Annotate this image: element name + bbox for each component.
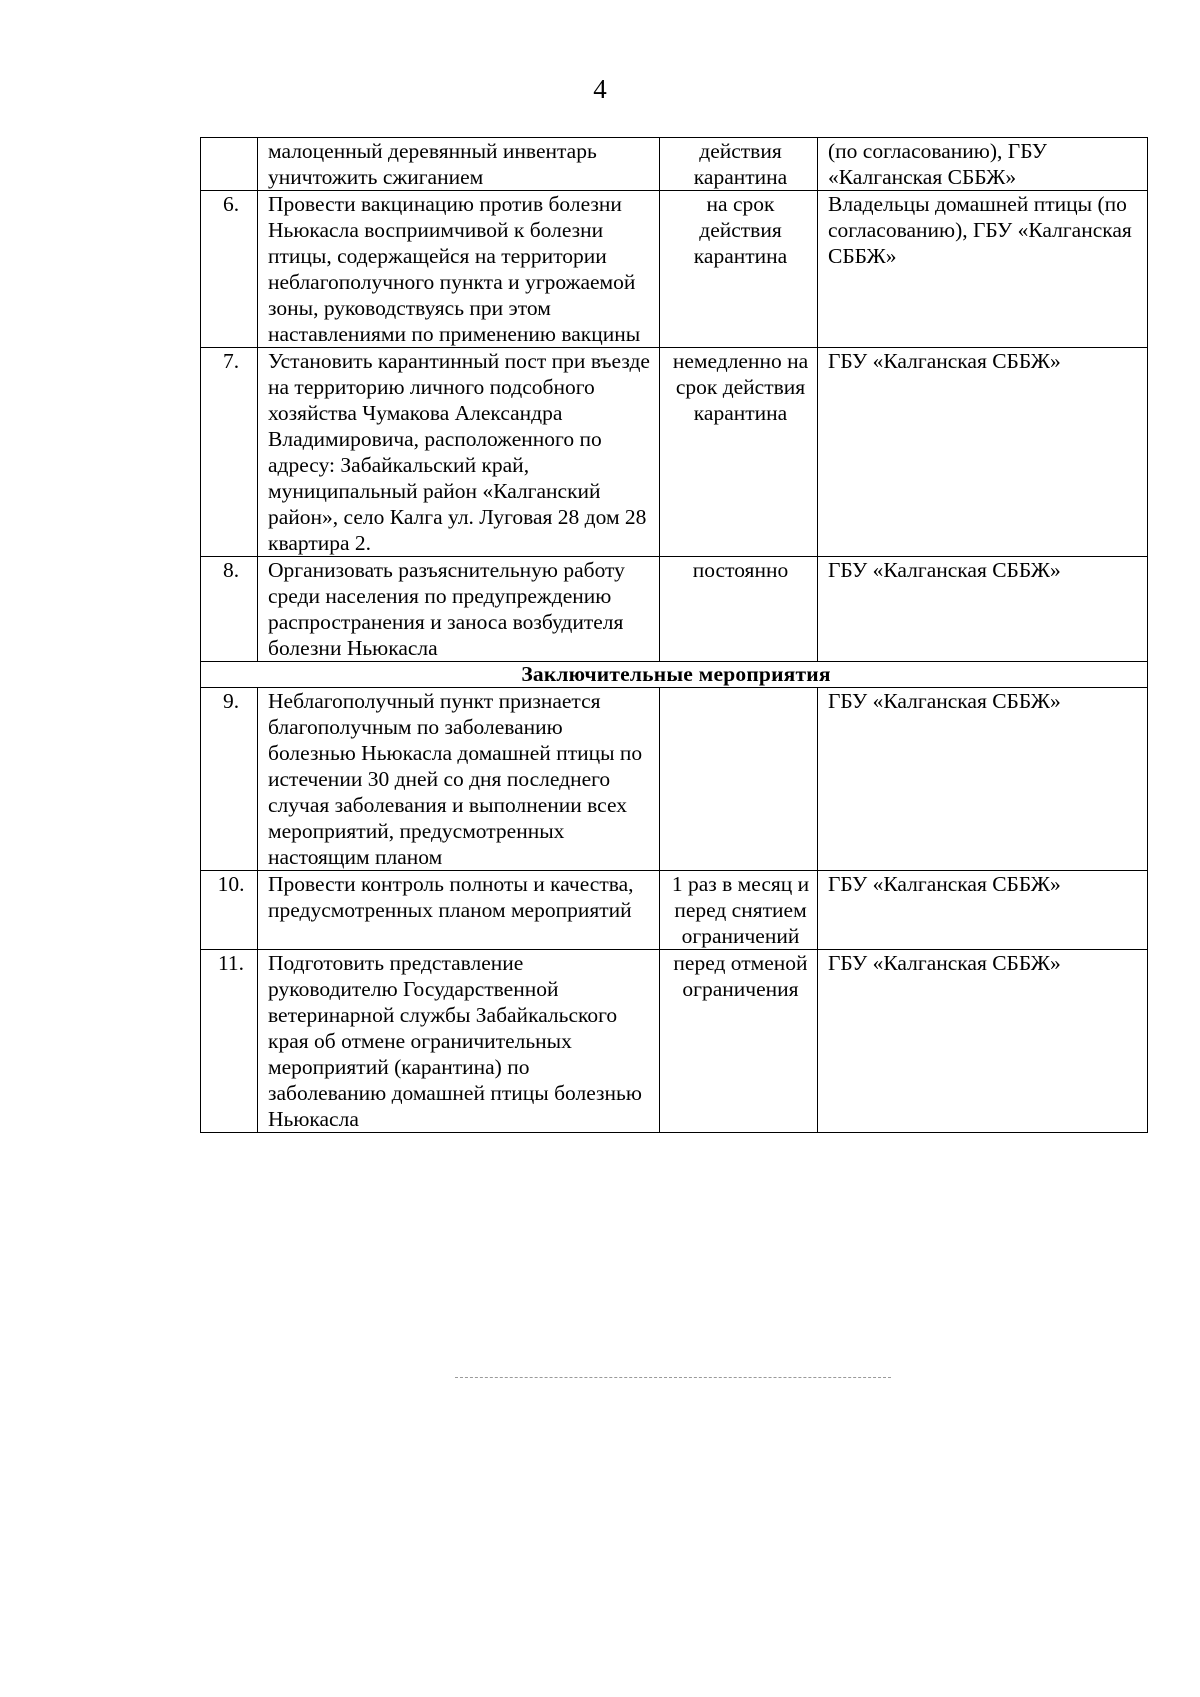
row-term: на срок действия карантина: [660, 191, 818, 348]
row-number: [201, 138, 258, 191]
section-header-row: [201, 662, 1148, 688]
row-responsible: (по согласованию), ГБУ «Калганская СББЖ»: [818, 138, 1148, 191]
table-row: [201, 348, 1148, 557]
row-responsible: ГБУ «Калганская СББЖ»: [818, 557, 1148, 662]
row-action: малоценный деревянный инвентарь уничтожить сжиганием: [258, 138, 660, 191]
row-action: Подготовить представление руководителю Государственной ветеринарной службы Забайкальского края об отмене ограничительных мероприятий (карантина) по заболеванию домашней птицы болезнью Ньюкасла: [258, 950, 660, 1133]
table-row: [201, 191, 1148, 348]
row-responsible: ГБУ «Калганская СББЖ»: [818, 871, 1148, 950]
table-row: [201, 688, 1148, 871]
row-term: постоянно: [660, 557, 818, 662]
row-action: Провести вакцинацию против болезни Ньюкасла восприимчивой к болезни птицы, содержащейся на территории неблагополучного пункта и угрожаемой зоны, руководствуясь при этом наставлениями по применению вакцины: [258, 191, 660, 348]
row-action: Провести контроль полноты и качества, предусмотренных планом мероприятий: [258, 871, 660, 950]
row-number: 7.: [201, 348, 258, 557]
row-number: 8.: [201, 557, 258, 662]
table-row: [201, 557, 1148, 662]
section-title: Заключительные мероприятия: [201, 662, 1148, 688]
row-number: 6.: [201, 191, 258, 348]
end-of-document-rule: [455, 1377, 891, 1378]
row-term: 1 раз в месяц и перед снятием ограничений: [660, 871, 818, 950]
row-number: 11.: [201, 950, 258, 1133]
table-row: [201, 950, 1148, 1133]
table-row: [201, 138, 1148, 191]
row-term: действия карантина: [660, 138, 818, 191]
row-responsible: ГБУ «Калганская СББЖ»: [818, 950, 1148, 1133]
row-number: 9.: [201, 688, 258, 871]
row-responsible: Владельцы домашней птицы (по согласованию), ГБУ «Калганская СББЖ»: [818, 191, 1148, 348]
row-term: немедленно на срок действия карантина: [660, 348, 818, 557]
row-action: Неблагополучный пункт признается благополучным по заболеванию болезнью Ньюкасла домашней птицы по истечении 30 дней со дня последнего случая заболевания и выполнении всех мероприятий, предусмотренных настоящим планом: [258, 688, 660, 871]
page-number: 4: [593, 74, 607, 104]
row-responsible: ГБУ «Калганская СББЖ»: [818, 688, 1148, 871]
row-action: Организовать разъяснительную работу среди населения по предупреждению распространения и заноса возбудителя болезни Ньюкасла: [258, 557, 660, 662]
measures-table: [200, 137, 1148, 1133]
row-term: перед отменой ограничения: [660, 950, 818, 1133]
row-action: Установить карантинный пост при въезде на территорию личного подсобного хозяйства Чумакова Александра Владимировича, расположенного по адресу: Забайкальский край, муниципальный район «Калганский район», село Калга ул. Луговая 28 дом 28 квартира 2.: [258, 348, 660, 557]
row-number: 10.: [201, 871, 258, 950]
row-term: [660, 688, 818, 871]
row-responsible: ГБУ «Калганская СББЖ»: [818, 348, 1148, 557]
table-row: [201, 871, 1148, 950]
